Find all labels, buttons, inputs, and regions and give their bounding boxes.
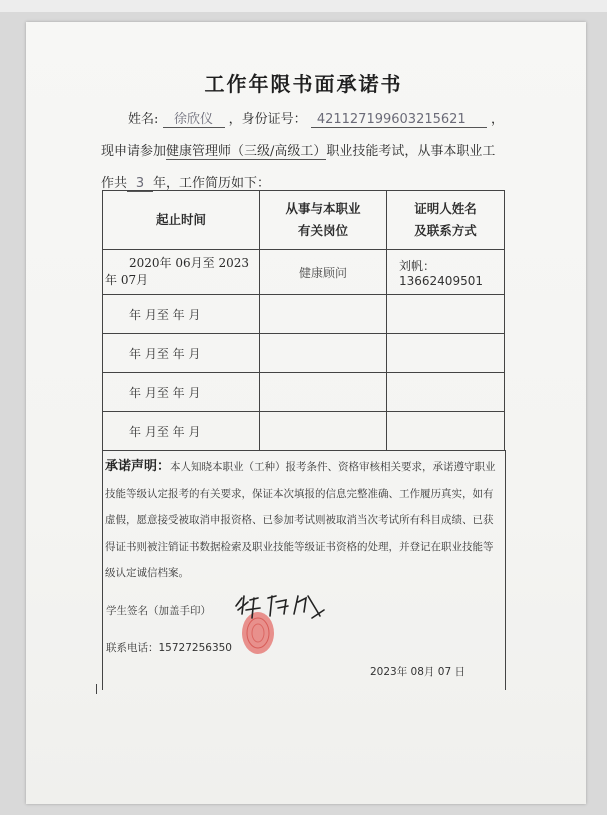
header-period: 起止时间 (103, 191, 260, 250)
period-cell: 年 月至 年 月 (103, 295, 260, 334)
name-label: 姓名: (128, 112, 159, 127)
table-row (103, 295, 505, 334)
period-cell: 2020年 06月至 2023 年 07月 (103, 250, 260, 295)
declaration-body: 本人知晓本职业（工种）报考条件、资格审核相关要求，承诺遵守职业技能等级认定报考的有关要求，保证本次填报的信息完整准确、工作履历真实，如有虚假，愿意接受被取消申报资格、已参加考试则被取消当次考试所有科目成绩、已获得证书则被注销证书数据检索及职业技能等级证书资格的处理，并登记在职业技能等级认定诚信档案。 (105, 461, 496, 579)
position-cell (260, 412, 387, 451)
table-row (103, 412, 505, 451)
document-title: 工作年限书面承诺书 (204, 72, 403, 96)
application-prefix: 现申请参加 (101, 144, 167, 159)
signature-label: 学生签名（加盖手印） (106, 605, 211, 617)
table-row (103, 334, 505, 373)
years-line (101, 172, 270, 192)
id-number-value: 421127199603215621 (311, 112, 487, 128)
table-row (103, 373, 505, 412)
witness-cell (387, 412, 505, 451)
period-cell: 年 月至 年 月 (103, 373, 260, 412)
table-row (103, 250, 505, 295)
header-position: 从事与本职业 有关岗位 (260, 191, 387, 250)
declaration-text (105, 454, 497, 587)
phone-label: 联系电话： (106, 642, 159, 654)
position-cell: 健康顾问 (260, 250, 387, 295)
witness-cell (387, 334, 505, 373)
top-strip (0, 0, 607, 12)
position-cell (260, 295, 387, 334)
exam-name: 健康管理师（三级/高级工） (166, 144, 327, 159)
phone-line (106, 640, 232, 655)
period-cell: 年 月至 年 月 (103, 334, 260, 373)
work-history-table (102, 190, 505, 451)
position-cell (260, 373, 387, 412)
declaration-heading: 承诺声明： (105, 459, 171, 474)
witness-cell (387, 373, 505, 412)
handwritten-signature-image (228, 588, 338, 658)
signature-date: 2023年 08月 07 日 (370, 666, 465, 678)
box-edge-line (96, 684, 97, 694)
line-end-comma: ， (490, 112, 504, 127)
application-suffix: 职业技能考试，从事本职业工 (326, 144, 496, 159)
position-cell (260, 334, 387, 373)
phone-value: 15727256350 (158, 642, 232, 654)
header-witness: 证明人姓名 及联系方式 (387, 191, 505, 250)
period-cell: 年 月至 年 月 (103, 412, 260, 451)
applicant-line (128, 108, 504, 128)
name-value: 徐欣仪 (163, 108, 225, 128)
id-label: ，身份证号： (228, 112, 307, 127)
table-header-row (103, 191, 505, 250)
years-value: 3 (127, 176, 153, 192)
witness-cell (387, 295, 505, 334)
witness-cell: 刘帆：13662409501 (387, 250, 505, 295)
years-suffix: 年，工作简历如下： (153, 176, 271, 191)
years-prefix: 作共 (101, 176, 128, 191)
application-line (101, 140, 495, 159)
